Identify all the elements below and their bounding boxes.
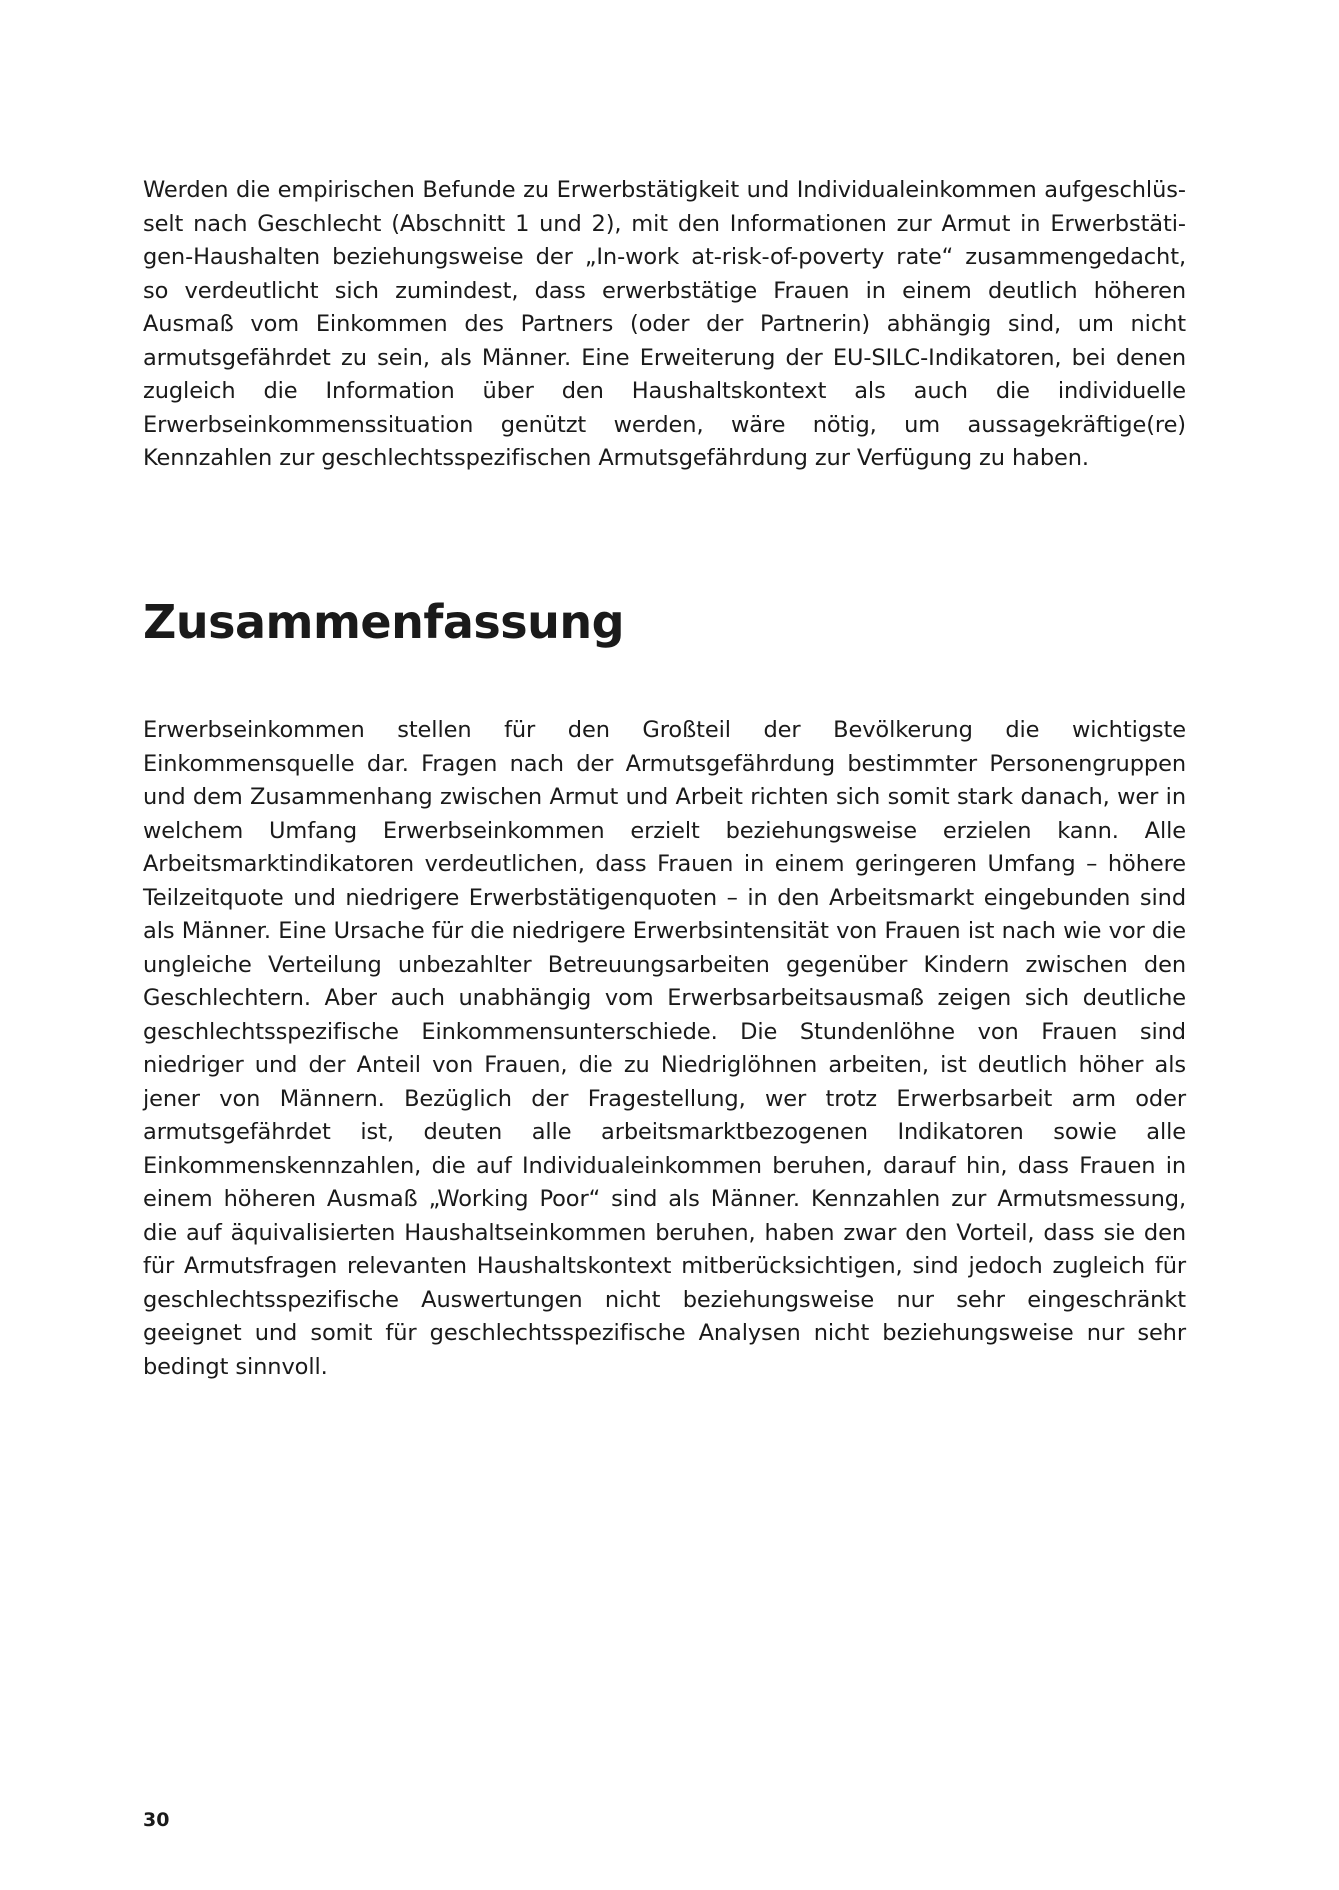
summary-paragraph: Erwerbseinkommen stellen für den Großteil der Bevölkerung die wichtigste Einkommensquelle dar. Fragen nach der Armutsgefährdung bestimmter Personengruppen und dem Zusammenhang zwischen Armut und Arbeit richten sich somit stark danach, wer in welchem Umfang Erwerbseinkommen erzielt beziehungsweise erzielen kann. Alle Arbeitsmarktindikatoren verdeutlichen, dass Frauen in einem geringeren Umfang – höhere Teilzeitquote und niedrigere Erwerbstätigenquoten – in den Arbeitsmarkt eingebunden sind als Männer. Eine Ursache für die niedrigere Erwerbsintensität von Frauen ist nach wie vor die ungleiche Verteilung unbezahlter Betreuungsarbeiten gegenüber Kindern zwischen den Geschlechtern. Aber auch unabhängig vom Erwerbsarbeitsausmaß zeigen sich deutliche geschlechtsspezifische Einkommensunterschiede. Die Stundenlöhne von Frauen sind niedriger und der Anteil von Frauen, die zu Niedriglöhnen arbeiten, ist deutlich höher als jener von Männern. Bezüglich der Fragestellung, wer trotz Erwerbsarbeit arm oder armutsgefährdet ist, deuten alle arbeitsmarktbezogenen Indikatoren sowie alle Einkommenskennzahlen, die auf Individualeinkommen beruhen, darauf hin, dass Frauen in einem höheren Ausmaß „Working Poor“ sind als Männer. Kennzahlen zur Armutsmessung, die auf äquivalisierten Haushaltseinkommen beruhen, haben zwar den Vorteil, dass sie den für Armutsfragen relevanten Haushaltskontext mitberücksichtigen, sind jedoch zugleich für geschlechtsspezifische Auswertungen nicht beziehungsweise nur sehr eingeschränkt geeignet und somit für geschlechtsspezifische Analysen nicht beziehungsweise nur sehr bedingt sinnvoll. — [143, 717, 1186, 1380]
intro-paragraph: Werden die empirischen Befunde zu Erwerbstätigkeit und Individualeinkommen aufgeschlüsselt nach Geschlecht (Abschnitt 1 und 2), mit den Informationen zur Armut in Erwerbstätigen-Haushalten beziehungsweise der „In-work at-risk-of-poverty rate“ zusammengedacht, so verdeutlicht sich zumindest, dass erwerbstätige Frauen in einem deutlich höheren Ausmaß vom Einkommen des Partners (oder der Partnerin) abhängig sind, um nicht armutsgefährdet zu sein, als Männer. Eine Erweiterung der EU-SILC-Indikatoren, bei denen zugleich die Information über den Haushaltskontext als auch die individuelle Erwerbseinkommenssituation genützt werden, wäre nötig, um aussagekräftige(re) Kennzahlen zur geschlechtsspezifischen Armutsgefährdung zur Verfügung zu haben. — [143, 177, 1186, 471]
section-heading: Zusammenfassung — [143, 595, 625, 649]
page-number: 30 — [143, 1809, 170, 1831]
